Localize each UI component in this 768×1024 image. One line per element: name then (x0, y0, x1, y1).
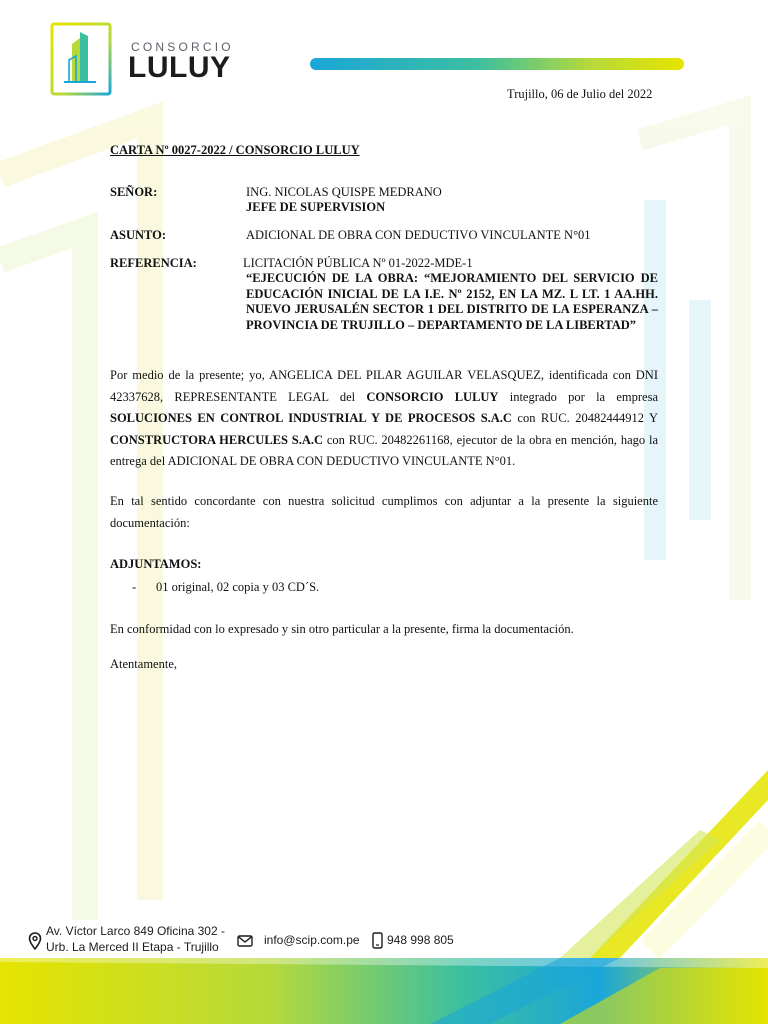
footer-color-band (0, 958, 768, 1024)
asunto-label: ASUNTO: (110, 228, 167, 242)
body-paragraph-3: En conformidad con lo expresado y sin otro particular a la presente, firma la documentación. (110, 622, 574, 636)
body-paragraph-2: En tal sentido concordante con nuestra solicitud cumplimos con adjuntar a la presente la siguiente documentación: (110, 494, 658, 530)
adjuntamos-label: ADJUNTAMOS: (110, 557, 202, 571)
p1-company-1: SOLUCIONES EN CONTROL INDUSTRIAL Y DE PROCESOS S.A.C (110, 411, 512, 425)
mail-icon (237, 935, 253, 947)
footer-email[interactable]: info@scip.com.pe (264, 933, 360, 947)
referencia-label: REFERENCIA: (110, 256, 197, 270)
p1-text-c: integrado por la empresa (498, 389, 658, 404)
referencia-detail: “EJECUCIÓN DE LA OBRA: “MEJORAMIENTO DEL SERVICIO DE EDUCACIÓN INICIAL DE LA I.E. Nº 2152, EN LA MZ. L LT. 1 AA.HH. NUEVO JERUSALÉN SECTOR 1 DEL DISTRITO DE LA ESPERANZA – PROVINCIA DE TRUJILLO – DEPARTAMENTO DE LA LIBERTAD” (246, 271, 658, 332)
senor-title: JEFE DE SUPERVISION (246, 200, 386, 214)
letter-date: Trujillo, 06 de Julio del 2022 (507, 87, 653, 101)
p1-consorcio: CONSORCIO LULUY (366, 389, 499, 404)
consorcio-luluy-logo (50, 22, 112, 96)
p1-text-e: con RUC. 20482444912 Y (511, 411, 658, 425)
footer-address-line2: Urb. La Merced II Etapa - Trujillo (46, 940, 219, 954)
p1-text-a: Por medio de la presente; yo, ANGELICA DEL PILAR AGUILAR VELASQUEZ, identificada con DNI 42337628, REPRESENTANTE LEGAL del (110, 368, 658, 404)
body-paragraph-1 (110, 365, 658, 473)
senor-label: SEÑOR: (110, 185, 158, 199)
footer-address-line1: Av. Víctor Larco 849 Oficina 302 - (46, 924, 225, 938)
closing-text: Atentamente, (110, 657, 177, 671)
brand-subtitle: CONSORCIO (131, 40, 234, 54)
location-pin-icon (28, 932, 42, 950)
p1-text-g: con RUC. 20482261168, ejecutor de la obra en mención, hago la entrega del ADICIONAL DE OBRA CON DEDUCTIVO VINCULANTE N°01. (110, 432, 658, 468)
letter-reference-number: CARTA Nº 0027-2022 / CONSORCIO LULUY (110, 143, 360, 157)
p1-company-2: CONSTRUCTORA HERCULES S.A.C (110, 432, 324, 447)
footer-phone[interactable]: 948 998 805 (387, 933, 454, 947)
adjunto-item: 01 original, 02 copia y 03 CD´S. (156, 580, 320, 594)
phone-icon (372, 932, 383, 949)
header-color-bar (310, 58, 684, 70)
adjunto-bullet: - (132, 580, 137, 594)
brand-name: LULUY (128, 51, 231, 84)
referencia-value: LICITACIÓN PÚBLICA Nº 01-2022-MDE-1 (243, 256, 473, 270)
senor-name: ING. NICOLAS QUISPE MEDRANO (246, 185, 442, 199)
asunto-value: ADICIONAL DE OBRA CON DEDUCTIVO VINCULANTE N°01 (246, 228, 591, 242)
